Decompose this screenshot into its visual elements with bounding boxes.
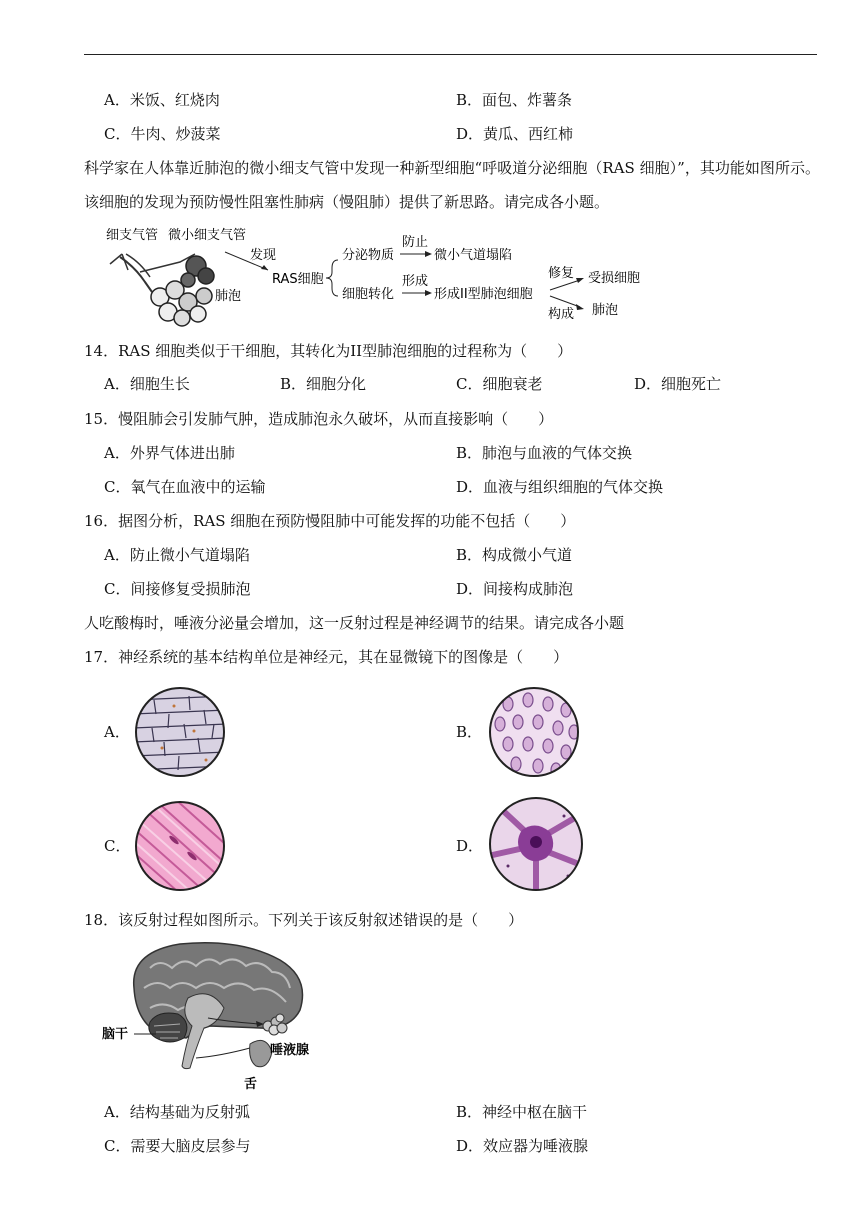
- q16-option-c[interactable]: C．间接修复受损肺泡: [104, 580, 251, 598]
- header-rule: [84, 54, 817, 55]
- q17-option-b[interactable]: B．: [456, 723, 483, 741]
- muscle-fiber-icon[interactable]: [134, 800, 226, 892]
- q16-option-b[interactable]: B．构成微小气道: [456, 546, 573, 564]
- q15-stem: 15．慢阻肺会引发肺气肿，造成肺泡永久破坏，从而直接影响（ ）: [84, 410, 554, 428]
- q14-option-b[interactable]: B．细胞分化: [280, 375, 367, 393]
- label-brainstem: 脑干: [102, 1027, 129, 1042]
- q15-option-d[interactable]: D．血液与组织细胞的气体交换: [456, 478, 664, 496]
- passage-salivation: 人吃酸梅时，唾液分泌量会增加，这一反射过程是神经调节的结果。请完成各小题: [84, 614, 625, 632]
- q17-option-a[interactable]: A．: [104, 723, 130, 741]
- q15-option-b[interactable]: B．肺泡与血液的气体交换: [456, 444, 633, 462]
- label-prevent: 防止: [402, 235, 429, 250]
- q18-option-a[interactable]: A．结构基础为反射弧: [104, 1103, 250, 1121]
- label-form: 形成: [402, 274, 429, 289]
- q13-option-b[interactable]: B．面包、炸薯条: [456, 91, 573, 109]
- label-ras-cell: RAS细胞: [272, 272, 324, 287]
- q14-option-d[interactable]: D．细胞死亡: [634, 375, 722, 393]
- label-repair: 修复: [548, 266, 575, 281]
- q18-option-c[interactable]: C．需要大脑皮层参与: [104, 1137, 251, 1155]
- q13-option-c[interactable]: C．牛肉、炒菠菜: [104, 125, 221, 143]
- onion-epidermis-cells-icon[interactable]: [134, 686, 226, 778]
- q14-option-a[interactable]: A．细胞生长: [104, 375, 190, 393]
- tongue-icon: [250, 1040, 272, 1066]
- label-tongue: 舌: [244, 1077, 258, 1092]
- q17-option-c[interactable]: C．: [104, 837, 131, 855]
- label-damaged-cell: 受损细胞: [588, 271, 641, 286]
- label-type2-cell: 形成II型肺泡细胞: [434, 287, 533, 302]
- reflex-arc-diagram: [100, 938, 320, 1094]
- label-salivary-gland: 唾液腺: [270, 1043, 310, 1058]
- q14-option-c[interactable]: C．细胞衰老: [456, 375, 543, 393]
- q15-option-c[interactable]: C．氧气在血液中的运输: [104, 478, 266, 496]
- q17-stem: 17．神经系统的基本结构单位是神经元，其在显微镜下的图像是（ ）: [84, 648, 569, 666]
- label-compose: 构成: [548, 307, 575, 322]
- label-alveoli: 肺泡: [215, 289, 242, 304]
- q14-stem: 14．RAS 细胞类似于干细胞，其转化为II型肺泡细胞的过程称为（ ）: [84, 342, 573, 360]
- q17-option-d[interactable]: D．: [456, 837, 484, 855]
- label-small-bronchus: 微小细支气管: [168, 228, 247, 243]
- label-alveolus: 肺泡: [592, 303, 619, 318]
- q16-stem: 16．据图分析，RAS 细胞在预防慢阻肺中可能发挥的功能不包括（ ）: [84, 512, 576, 530]
- label-transform: 细胞转化: [342, 287, 395, 302]
- blood-cells-icon[interactable]: [488, 686, 580, 778]
- neuron-cell-icon[interactable]: [488, 796, 584, 892]
- label-secrete: 分泌物质: [342, 248, 395, 263]
- q15-option-a[interactable]: A．外界气体进出肺: [104, 444, 235, 462]
- q16-option-d[interactable]: D．间接构成肺泡: [456, 580, 574, 598]
- lung-illustration-icon: [110, 254, 214, 326]
- q13-option-a[interactable]: A．米饭、红烧肉: [104, 91, 220, 109]
- q18-option-b[interactable]: B．神经中枢在脑干: [456, 1103, 588, 1121]
- q13-option-d[interactable]: D．黄瓜、西红柿: [456, 125, 574, 143]
- label-discover: 发现: [250, 248, 277, 263]
- q18-option-d[interactable]: D．效应器为唾液腺: [456, 1137, 589, 1155]
- label-bronchus: 细支气管: [106, 228, 159, 243]
- label-collapse: 微小气道塌陷: [434, 248, 513, 263]
- ras-cell-diagram: [100, 222, 660, 330]
- q18-stem: 18．该反射过程如图所示。下列关于该反射叙述错误的是（ ）: [84, 911, 524, 929]
- passage-ras-cells: 科学家在人体靠近肺泡的微小细支气管中发现一种新型细胞“呼吸道分泌细胞（RAS 细胞）”，其功能如图所示。该细胞的发现为预防慢性阻塞性肺病（慢阻肺）提供了新思路。请完成各小题。: [84, 159, 820, 211]
- q16-option-a[interactable]: A．防止微小气道塌陷: [104, 546, 250, 564]
